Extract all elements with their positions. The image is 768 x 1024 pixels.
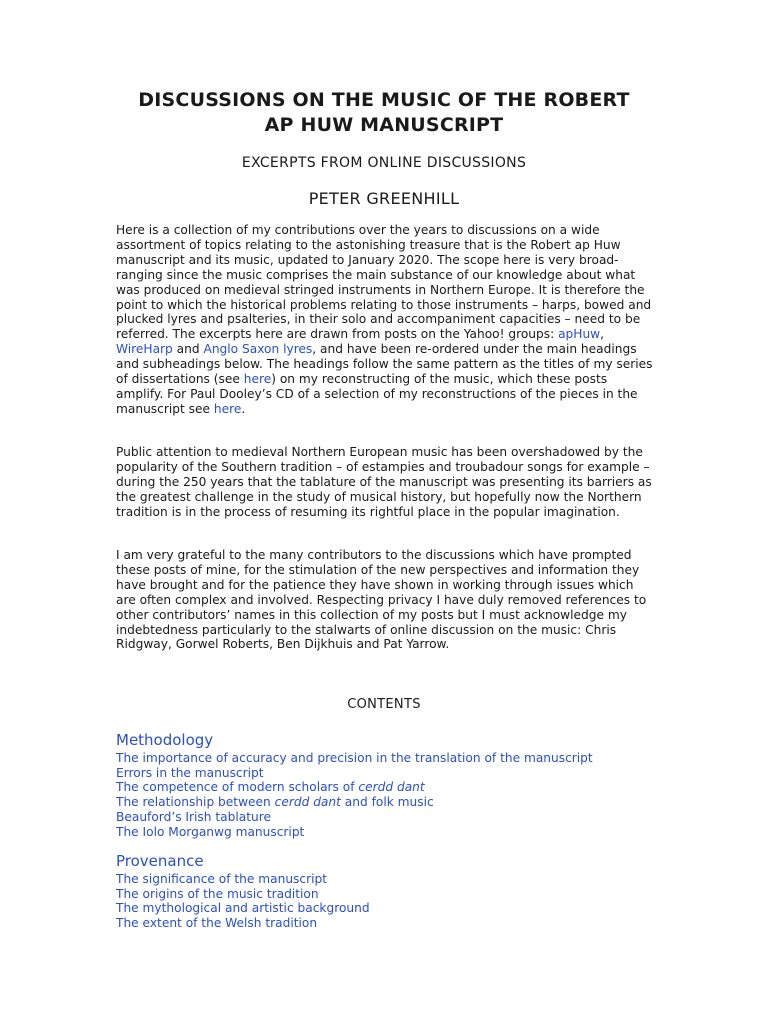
- p1-sep-2: and: [172, 342, 204, 357]
- toc-italic: cerdd dant: [274, 795, 341, 810]
- provenance-list: [116, 872, 676, 931]
- toc-link-accuracy[interactable]: The importance of accuracy and precision in the translation of the manuscript: [116, 751, 593, 765]
- toc-text: and folk music: [340, 795, 434, 810]
- subtitle: EXCERPTS FROM ONLINE DISCUSSIONS: [241, 155, 527, 171]
- methodology-heading[interactable]: Methodology: [116, 731, 214, 749]
- provenance-section: [116, 851, 676, 931]
- p1-text-3: ) on my reconstructing of the music, which these posts amplify. For Paul Dooley’s CD of a selection of my reconstructions of the pieces in the manuscript see: [116, 372, 638, 416]
- toc-italic: cerdd dant: [358, 780, 425, 795]
- toc-link-competence[interactable]: [116, 780, 676, 795]
- link-aphuw[interactable]: apHuw: [558, 327, 601, 342]
- p1-text-2: , and have been re-ordered under the main headings and subheadings below. The headings follow the same pattern as the titles of my series of dissertations (see: [116, 342, 653, 387]
- methodology-section: [116, 730, 676, 839]
- provenance-heading[interactable]: Provenance: [116, 852, 204, 870]
- toc-link-mythological[interactable]: The mythological and artistic background: [116, 901, 370, 916]
- toc-link-significance[interactable]: The significance of the manuscript: [116, 872, 328, 886]
- p1-end: .: [241, 401, 246, 416]
- author-name: PETER GREENHILL: [308, 189, 460, 208]
- intro-paragraph-2: Public attention to medieval Northern European music has been overshadowed by the popularity of the Southern tradition – of estampies and troubadour songs for example – during the 250 years that the tablature of the manuscript was presenting its barriers as the greatest challenge in the study of musical history, but hopefully now the Northern tradition is in the process of resuming its rightful place in the popular imagination.: [116, 445, 652, 519]
- intro-paragraph-3: I am very grateful to the many contributors to the discussions which have prompted these posts of mine, for the stimulation of the new perspectives and information they have brought and for the patience they have shown in working through issues which are often complex and involved. Respecting privacy I have duly removed references to other contributors’ names in this collection of my posts but I must acknowledge my indebtedness particularly to the stalwarts of online discussion on the music: Chris Ridgway, Gorwel Roberts, Ben Dijkhuis and Pat Yarrow.: [116, 548, 647, 652]
- title-line-2: AP HUW MANUSCRIPT: [264, 114, 504, 136]
- toc-link-iolo[interactable]: The Iolo Morganwg manuscript: [116, 824, 305, 839]
- p1-sep-1: ,: [600, 327, 605, 342]
- toc-link-welsh-tradition[interactable]: The extent of the Welsh tradition: [116, 916, 318, 931]
- contents-heading: CONTENTS: [347, 697, 421, 712]
- link-wireharp[interactable]: WireHarp: [116, 342, 173, 357]
- p1-text-1: Here is a collection of my contributions over the years to discussions on a wide assortment of topics relating to the astonishing treasure that is the Robert ap Huw manuscript and its music, updated to January 2020. The scope here is very broad-ranging since the music comprises the main substance of our knowledge about what was produced on medieval stringed instruments in Northern Europe. It is therefore the point to which the historical problems relating to those instruments – harps, bowed and plucked lyres and psalteries, in their solo and accompaniment capacities – need to be referred. The excerpts here are drawn from posts on the Yahoo! groups:: [116, 223, 652, 342]
- methodology-list: [116, 751, 676, 839]
- toc-link-folk-music[interactable]: [116, 795, 676, 810]
- toc-link-beauford[interactable]: Beauford’s Irish tablature: [116, 809, 271, 824]
- page-title: [0, 88, 768, 138]
- toc-link-errors[interactable]: Errors in the manuscript: [116, 765, 264, 780]
- link-anglo-saxon-lyres[interactable]: Anglo Saxon lyres: [203, 342, 313, 357]
- intro-paragraph-1: [116, 223, 656, 417]
- toc-text: The competence of modern scholars of: [116, 780, 359, 795]
- toc-text: The relationship between: [116, 795, 275, 810]
- link-here-cd[interactable]: here: [213, 401, 242, 416]
- toc-link-origins[interactable]: The origins of the music tradition: [116, 886, 319, 901]
- link-here-dissertations[interactable]: here: [243, 372, 272, 387]
- title-line-1: DISCUSSIONS ON THE MUSIC OF THE ROBERT: [138, 89, 630, 111]
